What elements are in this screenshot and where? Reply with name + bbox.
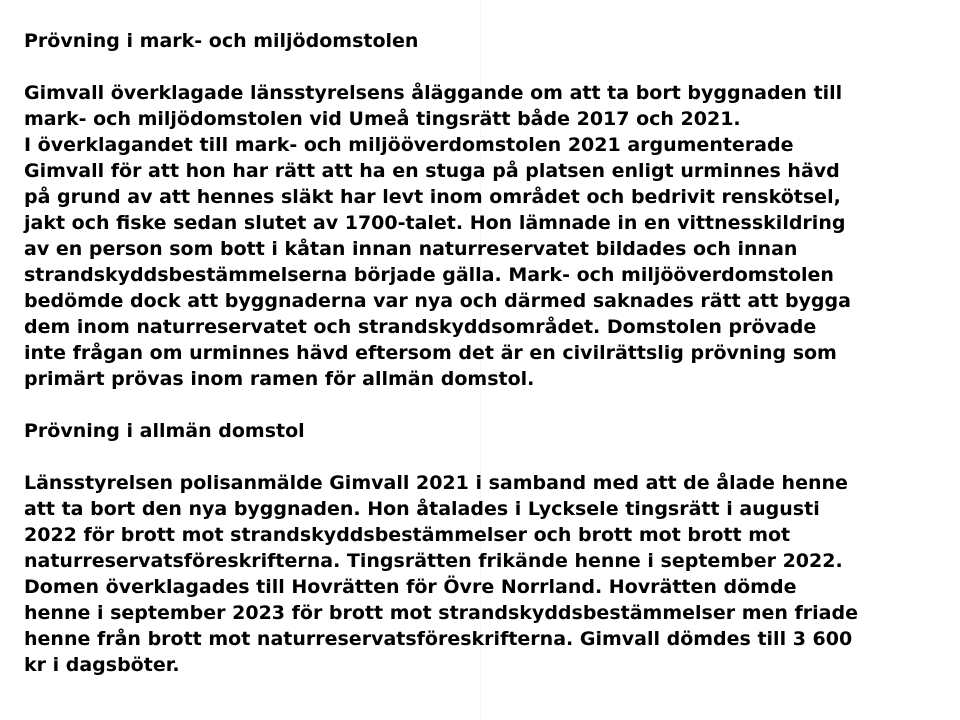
text-line: I överklagandet till mark- och miljööverdomstolen 2021 argumenterade [24, 134, 794, 156]
text-line: av en person som bott i kåtan innan naturreservatet bildades och innan [24, 238, 798, 260]
paragraph-mark-och-miljodomstolen [24, 80, 939, 392]
text-line: Gimvall överklagade länsstyrelsens åläggande om att ta bort byggnaden till [24, 82, 843, 104]
spacer [24, 54, 939, 80]
document-body [24, 28, 939, 678]
text-line: primärt prövas inom ramen för allmän domstol. [24, 368, 535, 390]
paragraph-allman-domstol [24, 470, 939, 678]
text-line: Gimvall för att hon har rätt att ha en stuga på platsen enligt urminnes hävd [24, 160, 840, 182]
text-line: inte frågan om urminnes hävd eftersom det är en civilrättslig prövning som [24, 342, 837, 364]
text-line: bedömde dock att byggnaderna var nya och därmed saknades rätt att bygga [24, 290, 851, 312]
text-line: jakt och fiske sedan slutet av 1700-talet. Hon lämnade in en vittnesskildring [24, 212, 846, 234]
text-line: Domen överklagades till Hovrätten för Övre Norrland. Hovrätten dömde [24, 576, 797, 598]
text-line: henne från brott mot naturreservatsföreskrifterna. Gimvall dömdes till 3 600 [24, 628, 853, 650]
text-line: kr i dagsböter. [24, 654, 180, 676]
section-heading-allman-domstol: Prövning i allmän domstol [24, 420, 305, 442]
spacer [24, 444, 939, 470]
text-line: Länsstyrelsen polisanmälde Gimvall 2021 i samband med att de ålade henne [24, 472, 848, 494]
text-line: att ta bort den nya byggnaden. Hon åtalades i Lycksele tingsrätt i augusti [24, 498, 820, 520]
text-line: mark- och miljödomstolen vid Umeå tingsrätt både 2017 och 2021. [24, 108, 741, 130]
text-line: naturreservatsföreskrifterna. Tingsrätten frikände henne i september 2022. [24, 550, 843, 572]
text-line: strandskyddsbestämmelserna började gälla. Mark- och miljööverdomstolen [24, 264, 834, 286]
text-line: dem inom naturreservatet och strandskyddsområdet. Domstolen prövade [24, 316, 817, 338]
text-line: på grund av att hennes släkt har levt inom området och bedrivit renskötsel, [24, 186, 841, 208]
text-line: 2022 för brott mot strandskyddsbestämmelser och brott mot brott mot [24, 524, 791, 546]
section-heading-mark-och-miljodomstolen: Prövning i mark- och miljödomstolen [24, 30, 419, 52]
spacer [24, 392, 939, 418]
text-line: henne i september 2023 för brott mot strandskyddsbestämmelser men friade [24, 602, 858, 624]
